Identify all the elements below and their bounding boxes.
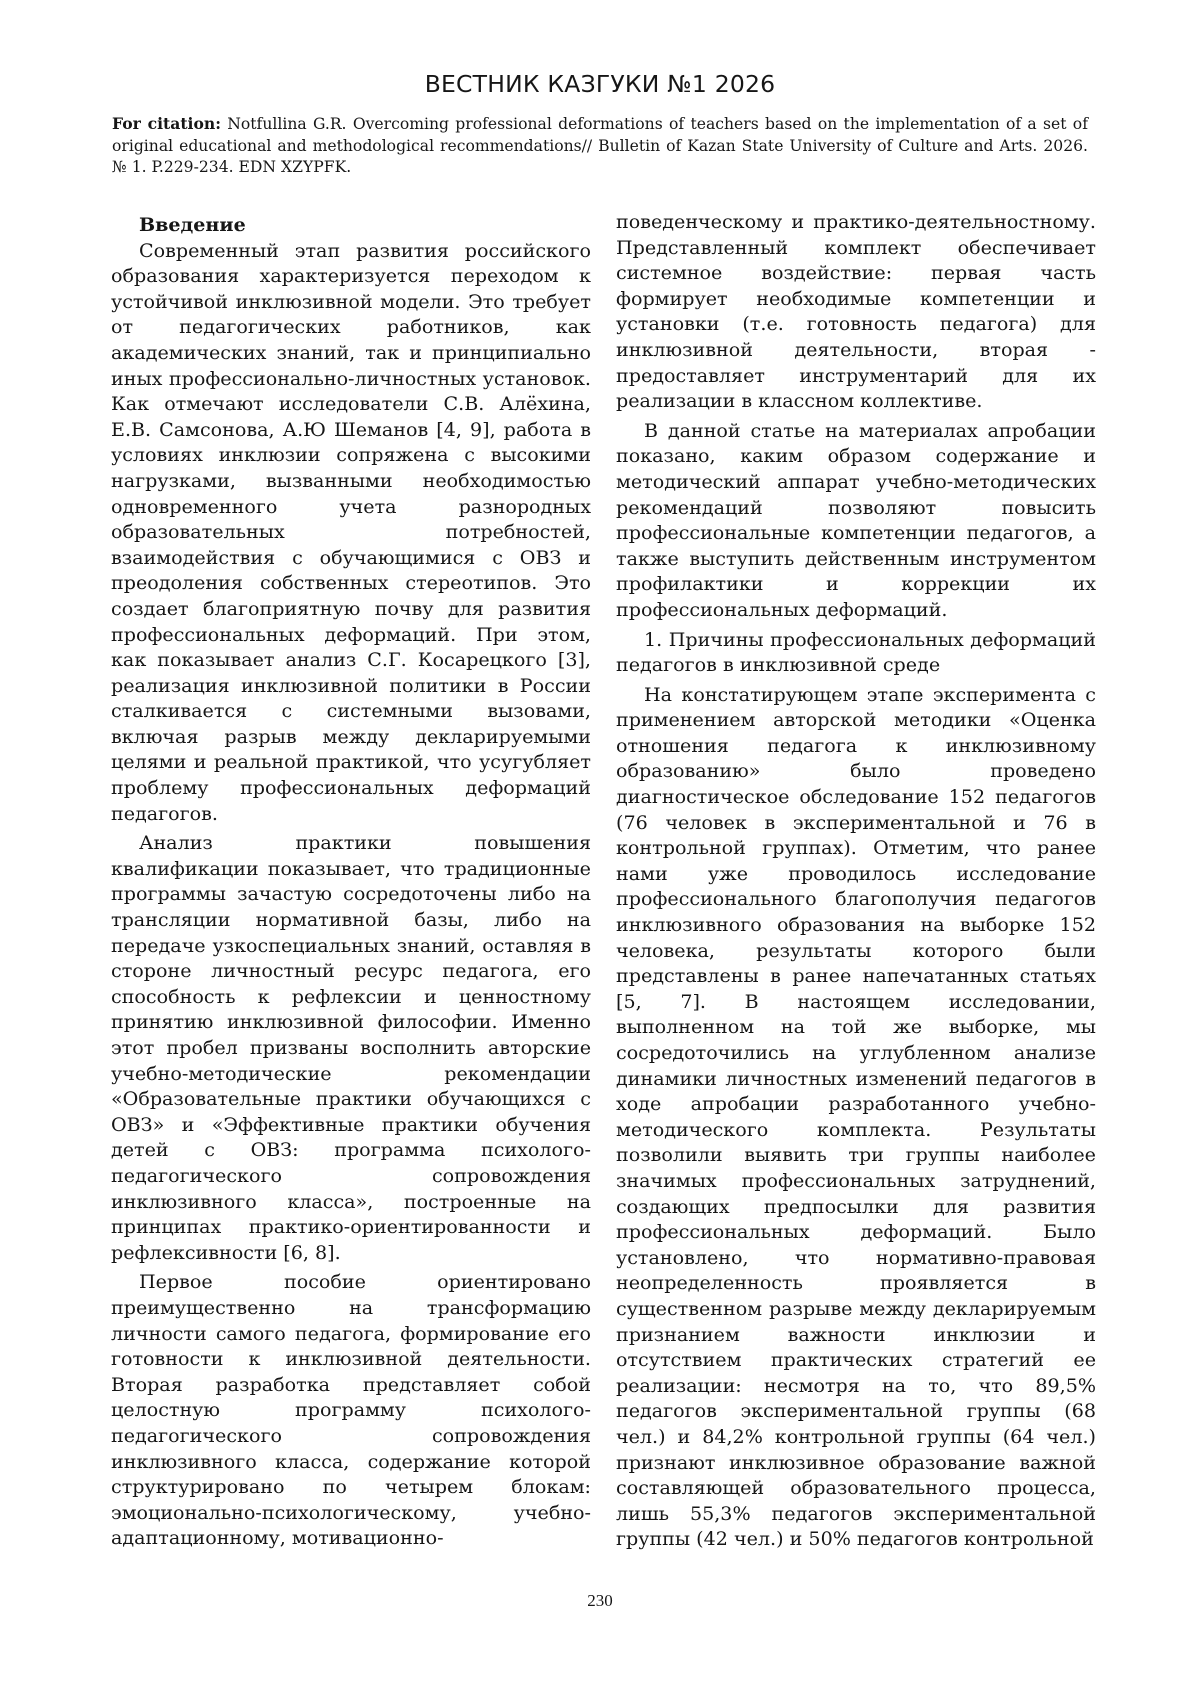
section-heading-introduction: Введение <box>139 213 246 236</box>
paragraph: Первое пособие ориентировано преимущественно на трансформацию личности самого педагога, формирование его готовности к инклюзивной деятельности. Вторая разработка представляет собой целостную программу психолого-педагогического сопровождения инклюзивного класса, содержание которой структурировано по четырем блокам: эмоционально-психологическому, учебно-адаптационному, мотивационно- <box>111 1270 591 1550</box>
citation-block <box>112 113 1088 179</box>
citation-text: Notfullina G.R. Overcoming professional deformations of teachers based on the implementation of a set of original educational and methodological recommendations// Bulletin of Kazan State University of Culture and Arts. 2026. № 1. P.229-234. EDN XZYPFK. <box>112 115 1088 176</box>
left-column <box>111 212 591 1551</box>
paragraph: Анализ практики повышения квалификации показывает, что традиционные программы зачастую сосредоточены либо на трансляции нормативной базы, либо на передаче узкоспециальных знаний, оставляя в стороне личностный ресурс педагога, его способность к рефлексии и ценностному принятию инклюзивной философии. Именно этот пробел призваны восполнить авторские учебно-методические рекомендации «Образовательные практики обучающихся с ОВЗ» и «Эффективные практики обучения детей с ОВЗ: программа психолого-педагогического сопровождения инклюзивного класса», построенные на принципах практико-ориентированности и рефлексивности [6, 8]. <box>111 831 591 1264</box>
section-heading-causes: 1. Причины профессиональных деформаций педагогов в инклюзивной среде <box>616 627 1096 677</box>
paragraph: На констатирующем этапе эксперимента с применением авторской методики «Оценка отношения педагога к инклюзивному образованию» было проведено диагностическое обследование 152 педагогов (76 человек в экспериментальной и 76 в контрольной группах). Отметим, что ранее нами уже проводилось исследование профессионального благополучия педагогов инклюзивного образования на выборке 152 человека, результаты которого были представлены в ранее напечатанных статьях [5, 7]. В настоящем исследовании, выполненном на той же выборке, мы сосредоточились на углубленном анализе динамики личностных изменений педагогов в ходе апробации разработанного учебно-методического комплекта. Результаты позволили выявить три группы наиболее значимых профессиональных затруднений, создающих предпосылки для развития профессиональных деформаций. Было установлено, что нормативно-правовая неопределенность проявляется в существенном разрыве между декларируемым признанием важности инклюзии и отсутствием практических стратегий ее реализации: несмотря на то, что 89,5% педагогов экспериментальной группы (68 чел.) и 84,2% контрольной группы (64 чел.) признают инклюзивное образование важной составляющей образовательного процесса, лишь 55,3% педагогов экспериментальной группы (42 чел.) и 50% педагогов контрольной <box>616 682 1096 1551</box>
page-number: 230 <box>587 1591 613 1610</box>
paragraph: Современный этап развития российского образования характеризуется переходом к устойчивой инклюзивной модели. Это требует от педагогических работников, как академических знаний, так и принципиально иных профессионально-личностных установок. Как отмечают исследователи С.В. Алёхина, Е.В. Самсонова, А.Ю Шеманов [4, 9], работа в условиях инклюзии сопряжена с высокими нагрузками, вызванными необходимостью одновременного учета разнородных образовательных потребностей, взаимодействия с обучающимися с ОВЗ и преодоления собственных стереотипов. Это создает благоприятную почву для развития профессиональных деформаций. При этом, как показывает анализ С.Г. Косарецкого [3], реализация инклюзивной политики в России сталкивается с системными вызовами, включая разрыв между декларируемыми целями и реальной практикой, что усугубляет проблему профессиональных деформаций педагогов. <box>111 238 591 825</box>
paragraph: поведенческому и практико-деятельностному. Представленный комплект обеспечивает системное воздействие: первая часть формирует необходимые компетенции и установки (т.е. готовность педагога) для инклюзивной деятельности, вторая - предоставляет инструментарий для их реализации в классном коллективе. <box>616 210 1096 413</box>
journal-header: ВЕСТНИК КАЗГУКИ №1 2026 <box>424 70 776 98</box>
right-column <box>616 209 1096 1552</box>
paragraph: В данной статье на материалах апробации показано, каким образом содержание и методический аппарат учебно-методических рекомендаций позволяют повысить профессиональные компетенции педагогов, а также выступить действенным инструментом профилактики и коррекции их профессиональных деформаций. <box>616 418 1096 621</box>
citation-label: For citation: <box>112 114 221 133</box>
